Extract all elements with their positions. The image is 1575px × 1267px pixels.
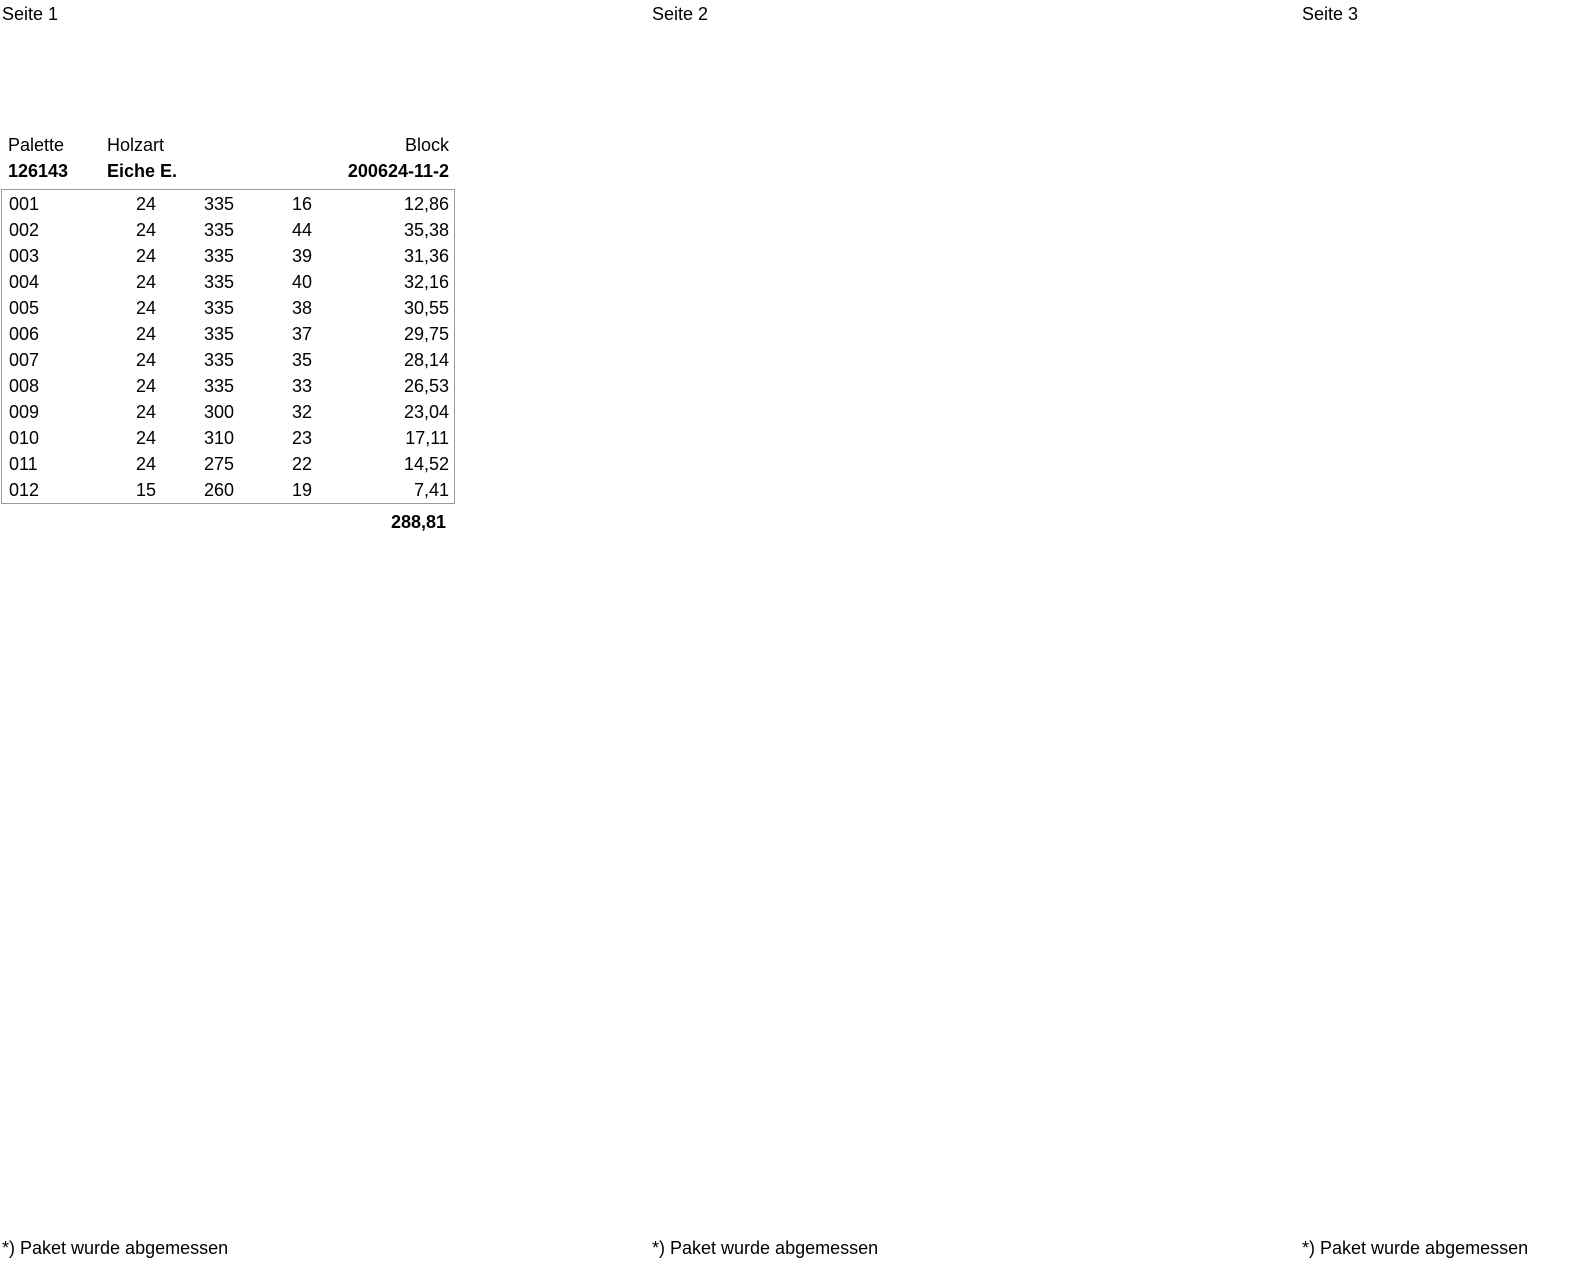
palette-value: 126143 xyxy=(8,161,69,181)
length-value: 335 xyxy=(204,376,235,396)
width-value: 33 xyxy=(291,376,312,396)
table-row xyxy=(2,269,454,295)
header-labels-row xyxy=(0,132,456,158)
width-value: 40 xyxy=(291,272,312,292)
length-value: 335 xyxy=(204,324,235,344)
volume-value: 35,38 xyxy=(403,220,449,240)
package-number: 007 xyxy=(9,350,40,370)
palette-label: Palette xyxy=(8,135,65,155)
package-number: 003 xyxy=(9,246,40,266)
volume-value: 31,36 xyxy=(403,246,449,266)
package-number: 010 xyxy=(9,428,40,448)
thickness-value: 24 xyxy=(135,350,156,370)
thickness-value: 24 xyxy=(135,376,156,396)
holzart-label: Holzart xyxy=(107,135,165,155)
thickness-value: 24 xyxy=(135,402,156,422)
package-number: 012 xyxy=(9,480,40,500)
package-number: 008 xyxy=(9,376,40,396)
thickness-value: 24 xyxy=(135,324,156,344)
page-label-2: Seite 2 xyxy=(652,4,709,24)
width-value: 16 xyxy=(291,194,312,214)
width-value: 19 xyxy=(291,480,312,500)
package-number: 001 xyxy=(9,194,40,214)
volume-value: 23,04 xyxy=(403,402,449,422)
volume-value: 17,11 xyxy=(405,428,449,448)
footnote-page-2: *) Paket wurde abgemessen xyxy=(652,1238,879,1258)
length-value: 275 xyxy=(204,454,235,474)
width-value: 23 xyxy=(291,428,312,448)
package-number: 004 xyxy=(9,272,40,292)
package-table xyxy=(1,189,455,504)
package-number: 006 xyxy=(9,324,40,344)
page-label-3: Seite 3 xyxy=(1302,4,1359,24)
length-value: 335 xyxy=(204,220,235,240)
width-value: 37 xyxy=(291,324,312,344)
width-value: 32 xyxy=(291,402,312,422)
table-row xyxy=(2,217,454,243)
table-row xyxy=(2,321,454,347)
table-row xyxy=(2,477,454,503)
table-row xyxy=(2,243,454,269)
length-value: 335 xyxy=(204,272,235,292)
volume-value: 26,53 xyxy=(403,376,449,396)
table-row xyxy=(2,347,454,373)
thickness-value: 24 xyxy=(135,454,156,474)
length-value: 260 xyxy=(204,480,235,500)
width-value: 35 xyxy=(291,350,312,370)
package-number: 005 xyxy=(9,298,40,318)
footnote-page-3: *) Paket wurde abgemessen xyxy=(1302,1238,1529,1258)
package-number: 011 xyxy=(9,454,38,474)
thickness-value: 24 xyxy=(135,272,156,292)
table-row xyxy=(2,191,454,217)
table-row xyxy=(2,373,454,399)
length-value: 300 xyxy=(204,402,235,422)
table-row xyxy=(2,425,454,451)
thickness-value: 24 xyxy=(135,220,156,240)
thickness-value: 24 xyxy=(135,428,156,448)
table-row xyxy=(2,451,454,477)
volume-value: 32,16 xyxy=(403,272,449,292)
holzart-value: Eiche E. xyxy=(107,161,178,181)
thickness-value: 24 xyxy=(135,246,156,266)
thickness-value: 24 xyxy=(135,298,156,318)
volume-value: 29,75 xyxy=(403,324,449,344)
width-value: 38 xyxy=(291,298,312,318)
length-value: 335 xyxy=(204,194,235,214)
header-values-row xyxy=(0,158,456,184)
length-value: 335 xyxy=(204,246,235,266)
volume-total: 288,81 xyxy=(390,512,446,532)
package-number: 002 xyxy=(9,220,40,240)
block-label: Block xyxy=(404,135,449,155)
thickness-value: 24 xyxy=(135,194,156,214)
block-value: 200624-11-2 xyxy=(347,161,449,181)
page-label-1: Seite 1 xyxy=(2,4,59,24)
length-value: 335 xyxy=(204,298,235,318)
length-value: 335 xyxy=(204,350,235,370)
thickness-value: 15 xyxy=(135,480,156,500)
pallet-header xyxy=(0,132,456,184)
width-value: 44 xyxy=(291,220,312,240)
table-row xyxy=(2,295,454,321)
volume-value: 28,14 xyxy=(403,350,449,370)
length-value: 310 xyxy=(204,428,235,448)
volume-value: 12,86 xyxy=(403,194,449,214)
footnote-page-1: *) Paket wurde abgemessen xyxy=(2,1238,229,1258)
width-value: 39 xyxy=(291,246,312,266)
volume-value: 14,52 xyxy=(403,454,449,474)
width-value: 22 xyxy=(291,454,312,474)
table-row xyxy=(2,399,454,425)
package-number: 009 xyxy=(9,402,40,422)
volume-value: 7,41 xyxy=(413,480,449,500)
volume-value: 30,55 xyxy=(403,298,449,318)
